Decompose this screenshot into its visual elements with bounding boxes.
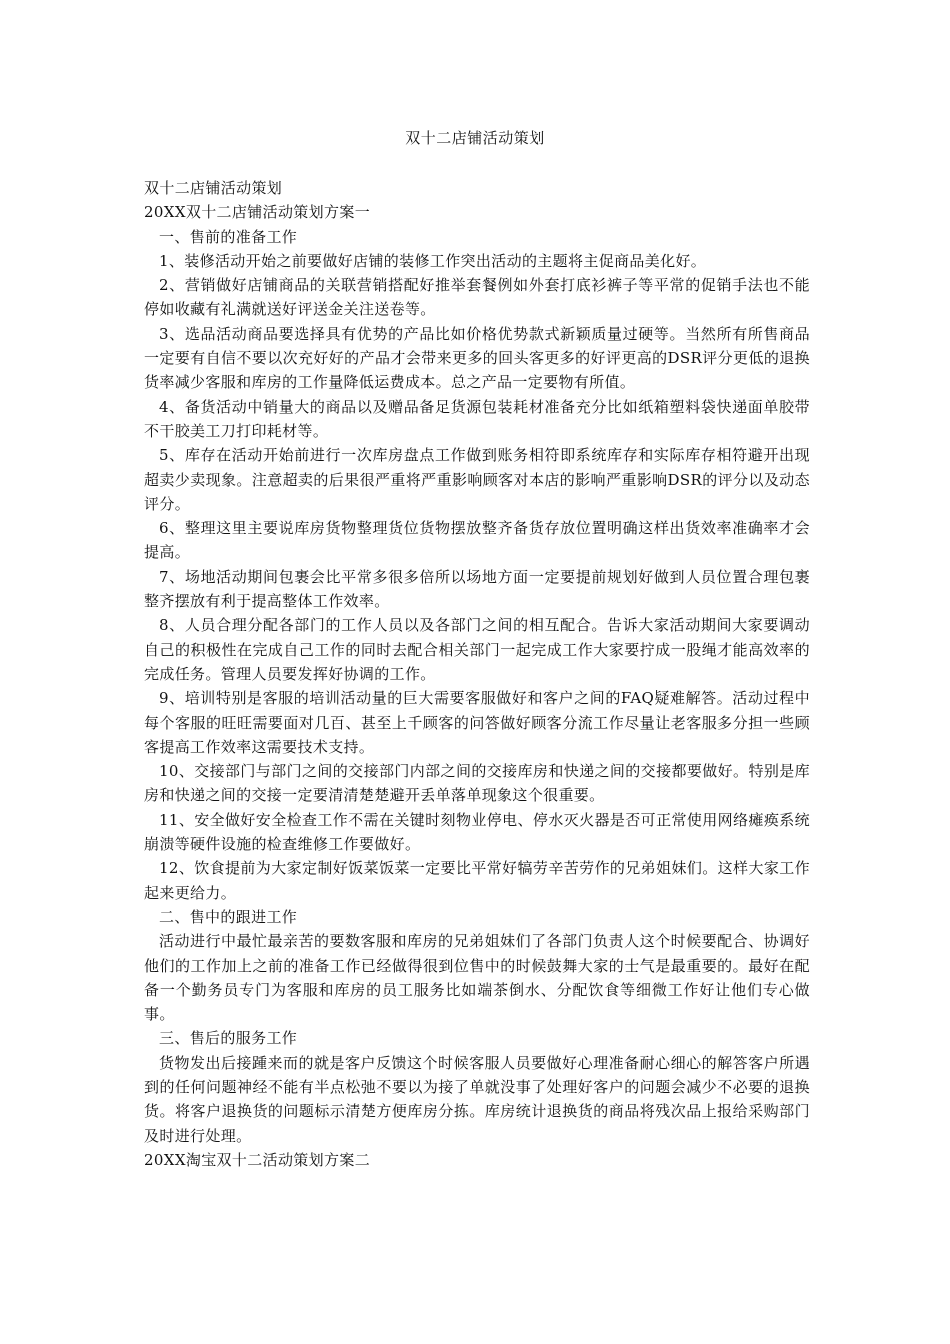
paragraph: 1、装修活动开始之前要做好店铺的装修工作突出活动的主题将主促商品美化好。 (159, 251, 707, 270)
paragraph: 2、营销做好店铺商品的关联营销搭配好推举套餐例如外套打底衫裤子等平常的促销手法也不能停如收藏有礼满就送好评送金关注送卷等。 (144, 276, 810, 319)
paragraph: 20XX双十二店铺活动策划方案一 (144, 203, 371, 222)
paragraph: 三、售后的服务工作 (159, 1029, 298, 1048)
paragraph: 一、售前的准备工作 (159, 227, 298, 246)
paragraph: 8、人员合理分配各部门的工作人员以及各部门之间的相互配合。告诉大家活动期间大家要调动自己的积极性在完成自己工作的同时去配合相关部门一起完成工作大家要拧成一股绳才能高效率的完成任务。管理人员要发挥好协调的工作。 (144, 616, 810, 683)
paragraph: 9、培训特别是客服的培训活动量的巨大需要客服做好和客户之间的FAQ疑难解答。活动过程中每个客服的旺旺需要面对几百、甚至上千顾客的问答做好顾客分流工作尽量让老客服多分担一些顾客提高工作效率这需要技术支持。 (144, 689, 810, 756)
paragraph: 10、交接部门与部门之间的交接部门内部之间的交接库房和快递之间的交接都要做好。特别是库房和快递之间的交接一定要清清楚楚避开丢单落单现象这个很重要。 (144, 762, 810, 805)
paragraph: 二、售中的跟进工作 (159, 907, 298, 926)
paragraph: 双十二店铺活动策划 (144, 179, 283, 197)
paragraph: 货物发出后接踵来而的就是客户反馈这个时候客服人员要做好心理准备耐心细心的解答客户所遇到的任何问题神经不能有半点松弛不要以为接了单就没事了处理好客户的问题会减少不必要的退换货。将客户退换货的问题标示清楚方便库房分拣。库房统计退换货的商品将残次品上报给采购部门及时进行处理。 (144, 1053, 810, 1145)
paragraph: 12、饮食提前为大家定制好饭菜饭菜一定要比平常好犒劳辛苦劳作的兄弟姐妹们。这样大家工作起来更给力。 (144, 859, 810, 902)
document-title: 双十二店铺活动策划 (405, 129, 545, 147)
paragraph: 5、库存在活动开始前进行一次库房盘点工作做到账务相符即系统库存和实际库存相符避开出现超卖少卖现象。注意超卖的后果很严重将严重影响顾客对本店的影响严重影响DSR的评分以及动态评分。 (144, 446, 810, 513)
paragraph: 20XX淘宝双十二活动策划方案二 (144, 1150, 371, 1169)
paragraph: 活动进行中最忙最亲苦的要数客服和库房的兄弟姐妹们了各部门负责人这个时候要配合、协调好他们的工作加上之前的准备工作已经做得很到位售中的时候鼓舞大家的士气是最重要的。最好在配备一个勤务员专门为客服和库房的员工服务比如端茶倒水、分配饮食等细微工作好让他们专心做事。 (144, 932, 810, 1024)
paragraph: 3、选品活动商品要选择具有优势的产品比如价格优势款式新颖质量过硬等。当然所有所售商品一定要有自信不要以次充好好的产品才会带来更多的回头客更多的好评更高的DSR评分更低的退换货率减少客服和库房的工作量降低运费成本。总之产品一定要物有所值。 (144, 324, 810, 392)
paragraph: 7、场地活动期间包裹会比平常多很多倍所以场地方面一定要提前规划好做到人员位置合理包裹整齐摆放有利于提高整体工作效率。 (144, 567, 810, 611)
document-body (144, 176, 810, 1172)
paragraph: 6、整理这里主要说库房货物整理货位货物摆放整齐备货存放位置明确这样出货效率准确率才会提高。 (144, 519, 810, 562)
paragraph: 4、备货活动中销量大的商品以及赠品备足货源包装耗材准备充分比如纸箱塑料袋快递面单胶带不干胶美工刀打印耗材等。 (144, 397, 810, 440)
paragraph: 11、安全做好安全检查工作不需在关键时刻物业停电、停水灭火器是否可正常使用网络瘫痪系统崩溃等硬件设施的检查维修工作要做好。 (144, 810, 810, 854)
